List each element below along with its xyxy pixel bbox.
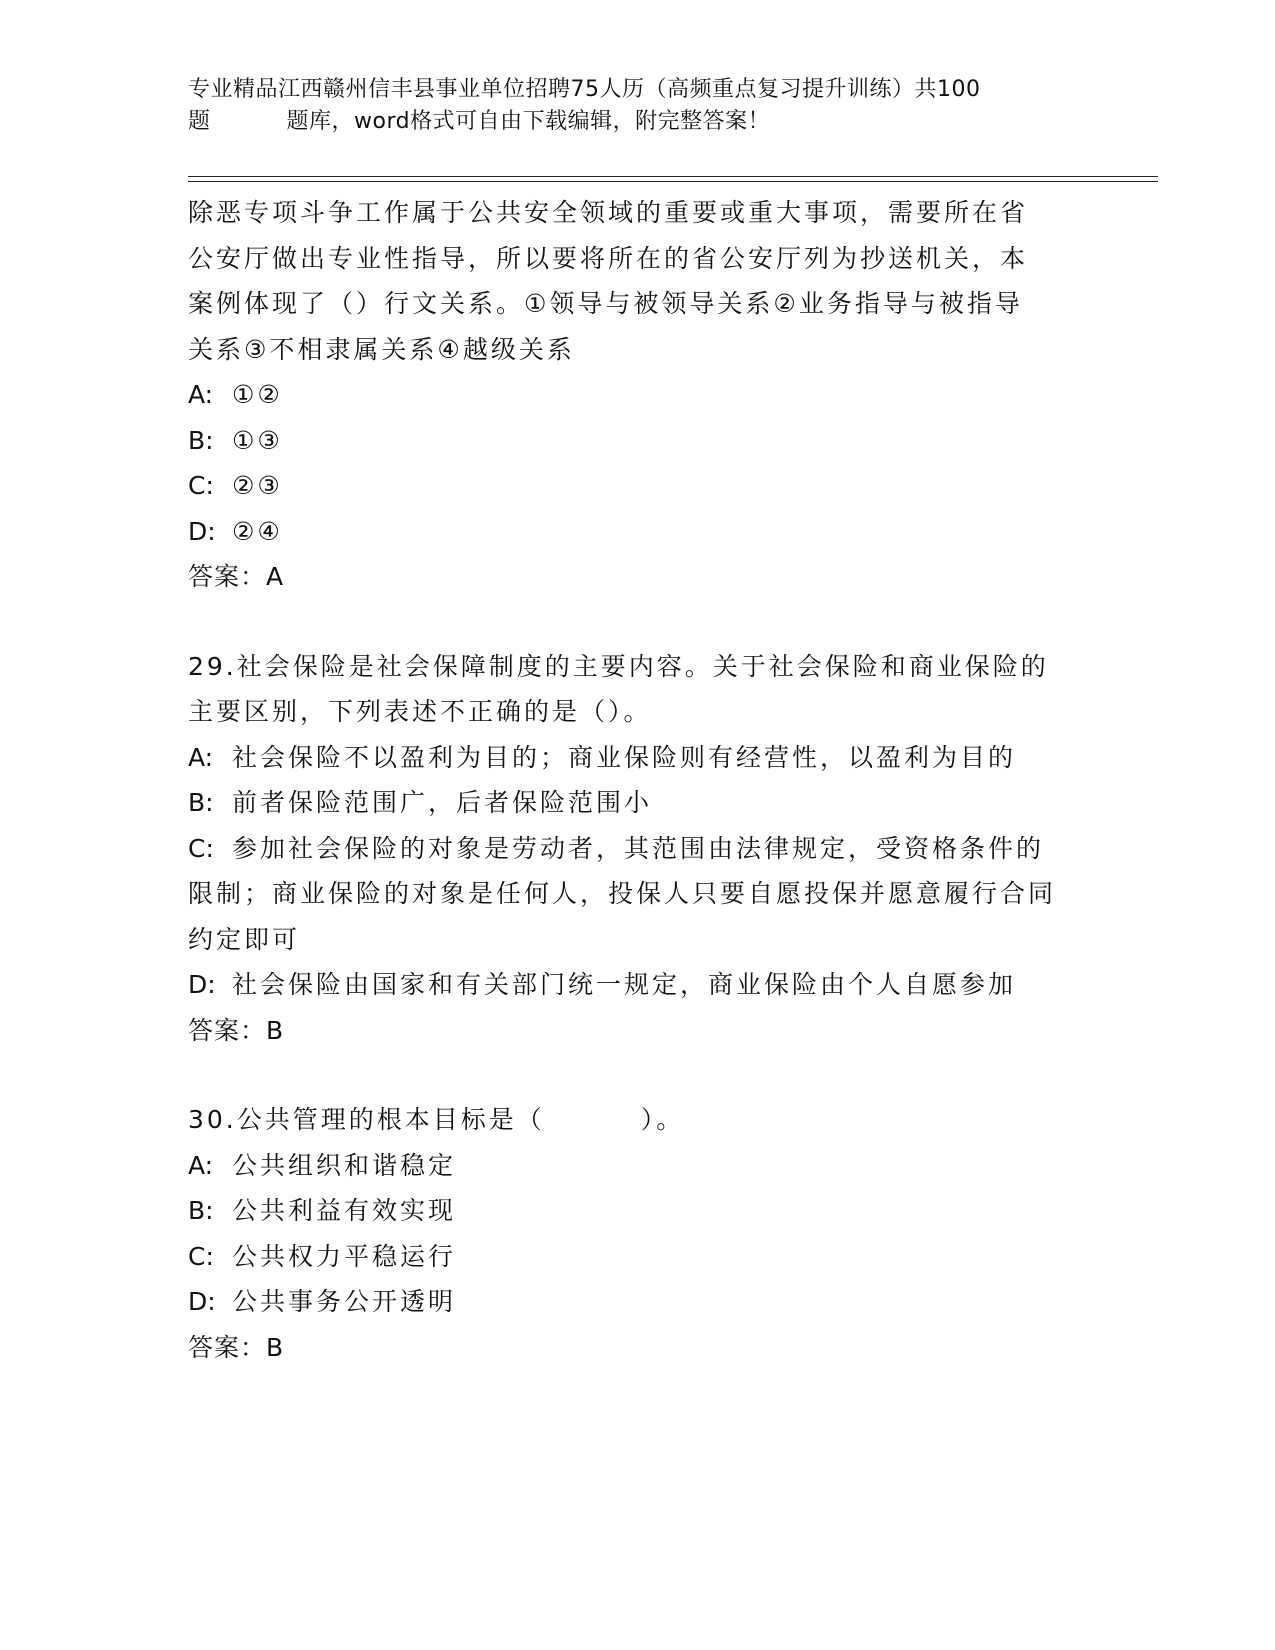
option-text: 社会保险由国家和有关部门统一规定，商业保险由个人自愿参加 xyxy=(232,970,1017,999)
answer-value: B xyxy=(266,1015,285,1045)
header-title-line2 xyxy=(188,106,1088,138)
header-title-line2-right: 题库，word格式可自由下载编辑，附完整答案！ xyxy=(286,109,771,134)
option-key: D: xyxy=(188,970,216,999)
option-text: 公共事务公开透明 xyxy=(232,1287,457,1316)
option-text: 公共利益有效实现 xyxy=(232,1196,457,1225)
option-d xyxy=(188,1279,1088,1325)
option-d xyxy=(188,962,1088,1008)
answer-value: B xyxy=(266,1332,285,1362)
option-b xyxy=(188,418,1088,464)
option-text: 公共组织和谐稳定 xyxy=(232,1150,457,1180)
header-title-line2-left: 题 xyxy=(188,109,211,134)
option-text: 前者保险范围广，后者保险范围小 xyxy=(232,788,653,817)
option-text: 参加社会保险的对象是劳动者，其范围由法律规定，受资格条件的限制；商业保险的对象是任何人，投保人只要自愿投保并愿意履行合同约定即可 xyxy=(188,833,1057,954)
option-key: D: xyxy=(188,516,216,546)
answer-label: 答案： xyxy=(188,562,267,591)
option-text: ②③ xyxy=(232,471,283,500)
option-key: A: xyxy=(188,742,214,772)
option-key: B: xyxy=(188,1196,214,1225)
option-text: ①③ xyxy=(232,425,283,455)
question-stem: 29.社会保险是社会保障制度的主要内容。关于社会保险和商业保险的主要区别，下列表述不正确的是（）。 xyxy=(188,651,1049,726)
option-a xyxy=(188,1143,1088,1189)
header-title-line1: 专业精品江西赣州信丰县事业单位招聘75人历（高频重点复习提升训练）共100 xyxy=(188,77,981,102)
header-divider-top xyxy=(188,176,1158,177)
option-text: ①② xyxy=(232,380,283,409)
question-29 xyxy=(188,644,1088,1054)
answer-value: A xyxy=(266,562,285,591)
option-text: 公共权力平稳运行 xyxy=(232,1241,457,1271)
question-stem-after: ）。 xyxy=(640,1105,685,1134)
answer xyxy=(188,1325,1088,1371)
option-key: B: xyxy=(188,425,214,455)
option-a xyxy=(188,735,1088,781)
option-key: B: xyxy=(188,788,214,817)
option-text: 社会保险不以盈利为目的；商业保险则有经营性，以盈利为目的 xyxy=(232,742,1017,772)
question-stem: 除恶专项斗争工作属于公共安全领域的重要或重大事项，需要所在省公安厅做出专业性指导，所以要将所在的省公安厅列为抄送机关，本案例体现了（）行文关系。①领导与被领导关系②业务指导与被指导关系③不相隶属关系④越级关系 xyxy=(188,198,1029,364)
answer-label: 答案： xyxy=(188,1015,267,1045)
option-c xyxy=(188,1234,1088,1280)
header-divider-bottom xyxy=(188,181,1158,182)
answer-label: 答案： xyxy=(188,1332,267,1362)
document-header xyxy=(188,74,1088,138)
option-key: A: xyxy=(188,380,214,409)
option-key: C: xyxy=(188,1241,214,1271)
question-28 xyxy=(188,190,1088,600)
option-b xyxy=(188,780,1088,826)
option-key: C: xyxy=(188,471,214,500)
question-30 xyxy=(188,1097,1088,1370)
option-text: ②④ xyxy=(232,516,283,546)
option-c xyxy=(188,826,1068,963)
option-key: A: xyxy=(188,1150,214,1180)
question-stem xyxy=(188,1097,1088,1143)
option-b xyxy=(188,1188,1088,1234)
document-body xyxy=(188,190,1088,1370)
option-d xyxy=(188,509,1088,555)
answer xyxy=(188,1008,1088,1054)
option-key: C: xyxy=(188,833,214,863)
option-c xyxy=(188,463,1088,509)
question-stem-before: 30.公共管理的根本目标是（ xyxy=(188,1105,545,1134)
option-a xyxy=(188,372,1088,418)
answer xyxy=(188,554,1088,600)
option-key: D: xyxy=(188,1287,216,1316)
